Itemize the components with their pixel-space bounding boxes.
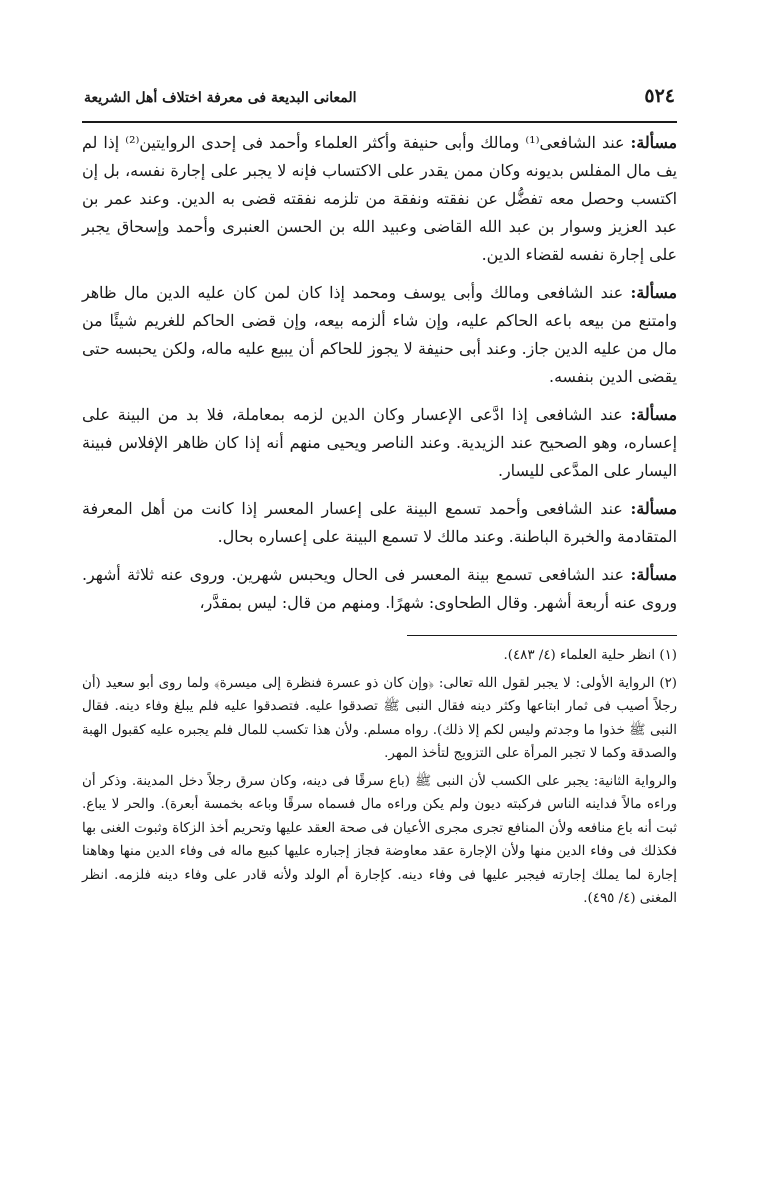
paragraph-text: عند الشافعى تسمع بينة المعسر فى الحال ويحبس شهرين. وروى عنه ثلاثة أشهر. وروى عنه أربعة أشهر. وقال الطحاوى: شهرًا. ومنهم من قال: ليس بمقدَّر، [82,565,677,612]
paragraph-text: عند الشافعى⁽¹⁾ ومالك وأبى حنيفة وأكثر العلماء وأحمد فى إحدى الروايتين⁽²⁾ إذا لم يف مال المفلس بديونه وكان ممن يقدر على الاكتساب فإنه لا يجبر على إجارة نفسه، بل إن اكتسب وحصل معه تفضُّل عن نفقته ونفقة من تلزمه نفقته قضى به الدين. وعند عمر بن عبد العزيز وسوار بن عبد الله القاضى وعبيد الله بن الحسن العنبرى وأحمد وإسحاق يجبر على إجارة نفسه لقضاء الدين. [82,133,677,264]
book-page [82,85,677,915]
footnote: (٢) الرواية الأولى: لا يجبر لقول الله تعالى: ﴿وإن كان ذو عسرة فنظرة إلى ميسرة﴾ ولما روى أبو سعيد (أن رجلاً أصيب فى ثمار ابتاعها وكثر دينه فقال النبى ﷺ تصدقوا عليه. فتصدقوا عليه فلم يبلغ وفاء دينه. فقال النبى ﷺ خذوا ما وجدتم وليس لكم إلا ذلك). رواه مسلم. ولأن هذا تكسب للمال فلم يجبره عليه كقبول الهبة والصدقة وكما لا تجبر المرأة على التزويج لتأخذ المهر. [82,675,677,761]
footnotes [82,644,677,911]
running-title: المعانى البديعة فى معرفة اختلاف أهل الشريعة [84,90,357,106]
paragraph [82,129,677,269]
paragraph [82,401,677,485]
main-text [82,129,677,617]
footnote-divider [407,635,677,636]
paragraph [82,495,677,551]
paragraph-text: عند الشافعى وأحمد تسمع البينة على إعسار المعسر إذا كانت من أهل المعرفة المتقادمة والخبرة الباطنة. وعند مالك لا تسمع البينة على إعساره بحال. [82,499,677,546]
footnote: (١) انظر حلية العلماء (٤/ ٤٨٣). [503,648,677,663]
paragraph-text: عند الشافعى ومالك وأبى يوسف ومحمد إذا كان لمن كان عليه الدين مال ظاهر وامتنع من بيعه باعه الحاكم عليه، وإن شاء ألزمه بيعه، وإن قضى الحاكم للغريم شيئًا من مال من عليه الدين جاز. وعند أبى حنيفة لا يجوز للحاكم أن يبيع عليه ماله، ولكن يحبسه حتى يقضى الدين بنفسه. [82,283,677,386]
paragraph [82,279,677,391]
paragraph-lead: مسألة: [630,499,677,518]
paragraph-text: عند الشافعى إذا ادَّعى الإعسار وكان الدين لزمه بمعاملة، فلا بد من البينة على إعساره، وهو الصحيح عند الزيدية. وعند الناصر ويحيى منهم أنه إذا كان ظاهر الإفلاس فبينة اليسار على المدَّعى لليسار. [82,405,677,480]
paragraph-lead: مسألة: [630,565,677,584]
paragraph [82,561,677,617]
paragraph-lead: مسألة: [630,405,677,424]
paragraph-lead: مسألة: [630,133,677,152]
footnote: والرواية الثانية: يجبر على الكسب لأن النبى ﷺ (باع سرقًا فى دينه، وكان سرق رجلاً دخل المدينة. وذكر أن وراءه مالاً فداينه الناس فركبته ديون ولم يكن وراءه مال فسماه سرقًا وباعه بخمسة أبعرة). والحر لا يباع. ثبت أنه باع منافعه ولأن المنافع تجرى مجرى الأعيان فى صحة العقد عليها وتحريم أخذ الزكاة وثبوت الغنى بها فكذلك فى وفاء الدين منها ولأن الإجارة عقد معاوضة فجاز إجباره عليها كبيع ماله فى وفاء الدين منها وهاهنا إجارة لما يملك إجارته فيجبر عليها فى وفاء دينه. كإجارة أم الولد ولأنه قادر على وفاء دينه فلزمه. انظر المغنى (٤/ ٤٩٥). [82,773,677,906]
page-number: ٥٢٤ [644,85,675,107]
page-header [82,85,677,123]
paragraph-lead: مسألة: [630,283,677,302]
